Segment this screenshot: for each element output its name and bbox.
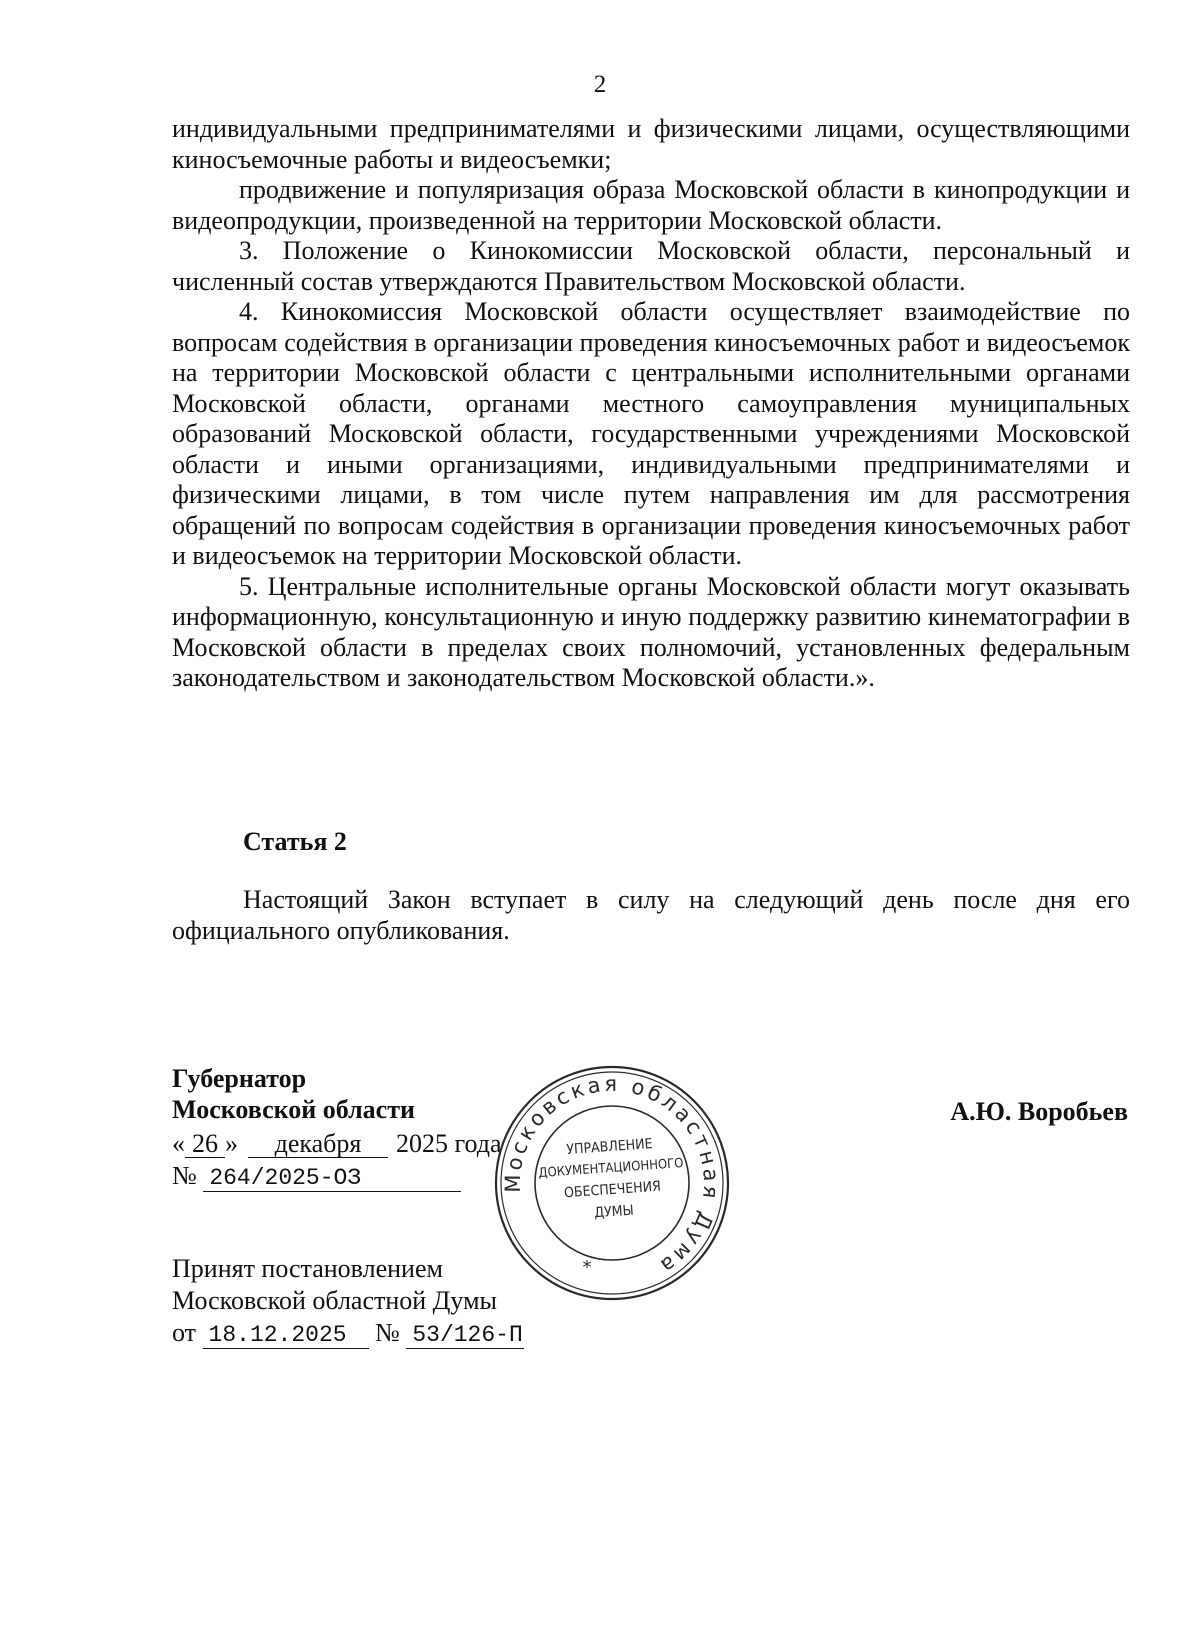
stamp-ring-text [492, 1063, 732, 1296]
paragraph: 5. Центральные исполнительные органы Московской области могут оказывать информационную, консультационную и иную поддержку развитию кинематографии в Московской области в пределах своих полномочий, установленных федеральным законодательством и законодательством Московской области.». [172, 571, 1130, 692]
governor-title [172, 1063, 415, 1125]
adoption-number-sign: № [375, 1318, 400, 1347]
stamp-center-line-2: ДОКУМЕНТАЦИОННОГО [537, 1155, 685, 1182]
governor-name: А.Ю. Воробьев [950, 1097, 1128, 1126]
paragraph: индивидуальными предпринимателями и физическими лицами, осуществляющими киносъемочные работы и видеосъемки; [172, 114, 1130, 174]
adoption-number: 53/126-П [406, 1322, 524, 1349]
page-number: 2 [593, 71, 607, 98]
governor-title-line-2: Московской области [172, 1095, 415, 1124]
article-2-heading: Статья 2 [243, 827, 347, 856]
number-sign: № [172, 1161, 197, 1190]
date-open-quote: « [172, 1129, 185, 1158]
stamp-ring-text-path: Московская областная Дума [500, 1071, 724, 1280]
law-number: 264/2025-ОЗ [203, 1165, 461, 1192]
date-month: декабря [248, 1131, 388, 1158]
stamp-star: * [582, 1257, 592, 1278]
article-2-text: Настоящий Закон вступает в силу на следующий день после дня его официального опубликования. [172, 885, 1130, 945]
date-close-quote: » [225, 1129, 238, 1158]
signing-date [172, 1128, 502, 1159]
paragraph: 3. Положение о Кинокомиссии Московской области, персональный и численный состав утверждаются Правительством Московской области. [172, 236, 1130, 296]
adoption-block [172, 1253, 524, 1349]
adoption-line-2: Московской областной Думы [172, 1286, 497, 1315]
law-body-text [172, 114, 1130, 694]
paragraph: 4. Кинокомиссия Московской области осуществляет взаимодействие по вопросам содействия в организации проведения киносъемочных работ и видеосъемок на территории Московской области с центральными исполнительными органами Московской области, органами местного самоуправления муниципальных образований Московской области, государственными учреждениями Московской области и иными организациями, индивидуальными предпринимателями и физическими лицами, в том числе путем направления им для рассмотрения обращений по вопросам содействия в организации проведения киносъемочных работ и видеосъемок на территории Московской области. [172, 297, 1130, 570]
governor-title-line-1: Губернатор [172, 1064, 307, 1093]
adoption-line-1: Принят постановлением [172, 1254, 443, 1283]
stamp-center-line-3: ОБЕСПЕЧЕНИЯ [563, 1178, 662, 1202]
adoption-line-3 [172, 1317, 524, 1349]
date-day: 26 [185, 1131, 225, 1158]
official-stamp [492, 1063, 732, 1303]
adoption-date: 18.12.2025 [203, 1322, 369, 1349]
law-registration-number [172, 1160, 461, 1192]
stamp-center-line-1: УПРАВЛЕНИЕ [565, 1136, 654, 1159]
date-year: 2025 года [396, 1129, 502, 1158]
paragraph: продвижение и популяризация образа Московской области в кинопродукции и видеопродукции, произведенной на территории Московской области. [172, 175, 1130, 235]
stamp-center-line-4: ДУМЫ [593, 1202, 635, 1222]
adoption-from-label: от [172, 1318, 197, 1347]
